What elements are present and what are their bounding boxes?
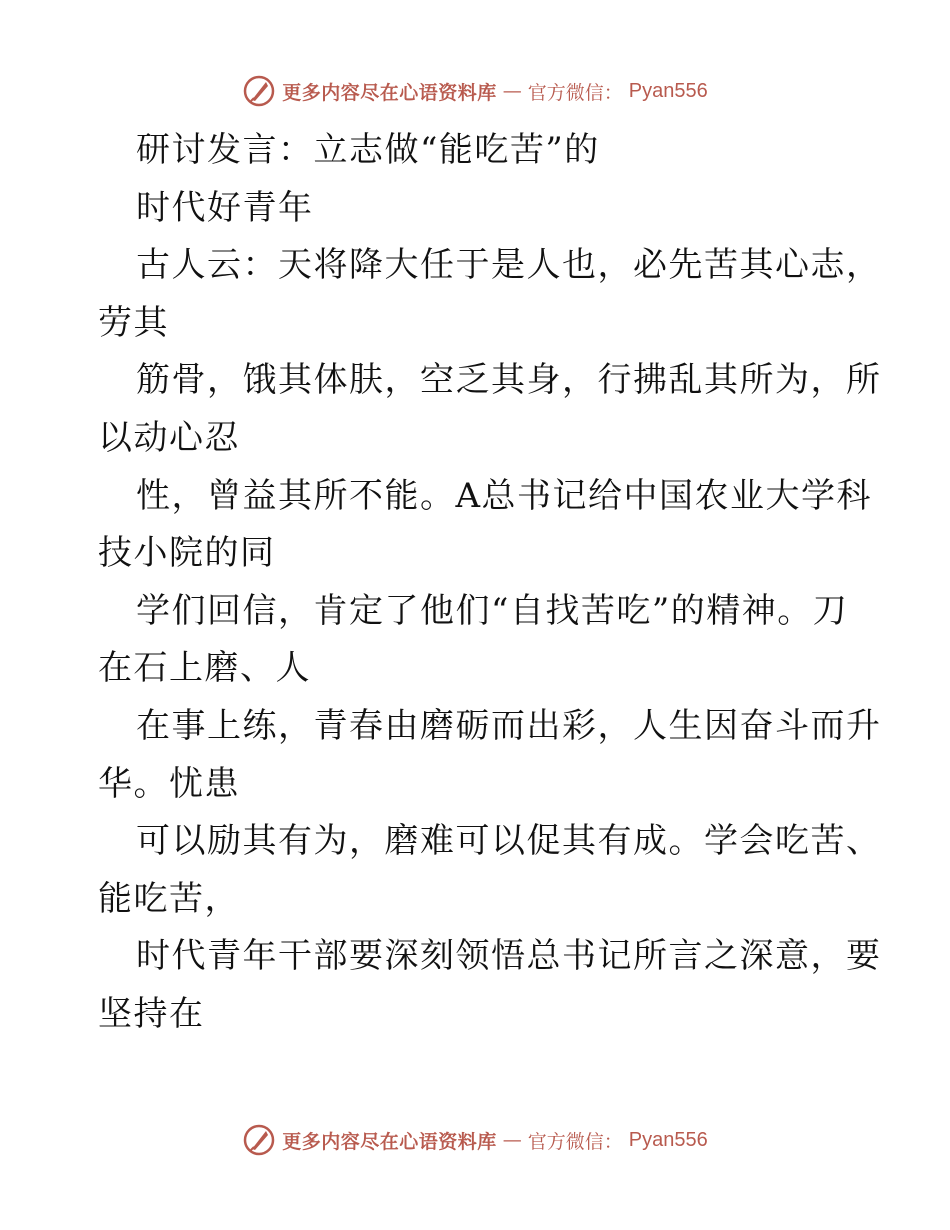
- document-line: 古人云：天将降大任于是人也，必先苦其心志，: [136, 245, 882, 286]
- banner-dash: —: [502, 80, 522, 102]
- document-line: 在事上练，青春由磨砺而出彩，人生因奋斗而升: [136, 705, 882, 746]
- banner-main-text: 更多内容尽在心语资料库: [282, 81, 497, 104]
- banner-dash: —: [502, 1129, 522, 1151]
- document-line: 时代青年干部要深刻领悟总书记所言之深意，要: [136, 936, 882, 977]
- banner-main-text: 更多内容尽在心语资料库: [282, 1130, 497, 1153]
- document-line: 能吃苦，: [98, 878, 240, 919]
- document-line: 时代好青年: [136, 187, 314, 228]
- document-line: 性，曾益其所不能。A总书记给中国农业大学科: [136, 475, 873, 516]
- header-watermark-banner: [0, 71, 950, 111]
- document-line: 在石上磨、人: [98, 648, 311, 689]
- banner-handle: Pyan556: [628, 1128, 708, 1151]
- banner-sub-text: 官方微信：: [527, 81, 623, 104]
- document-line: 可以励其有为，磨难可以促其有成。学会吃苦、: [136, 821, 882, 862]
- document-line: 以动心忍: [98, 417, 240, 458]
- document-line: 筋骨，饿其体肤，空乏其身，行拂乱其所为，所: [136, 360, 882, 401]
- document-line: 研讨发言：立志做“能吃苦”的: [136, 130, 600, 170]
- document-line: 劳其: [98, 302, 169, 343]
- banner-sub-text: 官方微信：: [527, 1130, 623, 1153]
- document-body: [98, 122, 882, 1044]
- quill-logo-icon: [242, 1123, 276, 1157]
- document-line: 坚持在: [98, 993, 205, 1034]
- document-line: 技小院的同: [98, 533, 276, 574]
- document-line: 华。忧患: [98, 763, 240, 804]
- document-line: 学们回信，肯定了他们“自找苦吃”的精神。刀: [136, 590, 849, 631]
- quill-logo-icon: [242, 74, 276, 108]
- banner-handle: Pyan556: [628, 79, 708, 102]
- footer-watermark-banner: [0, 1120, 950, 1160]
